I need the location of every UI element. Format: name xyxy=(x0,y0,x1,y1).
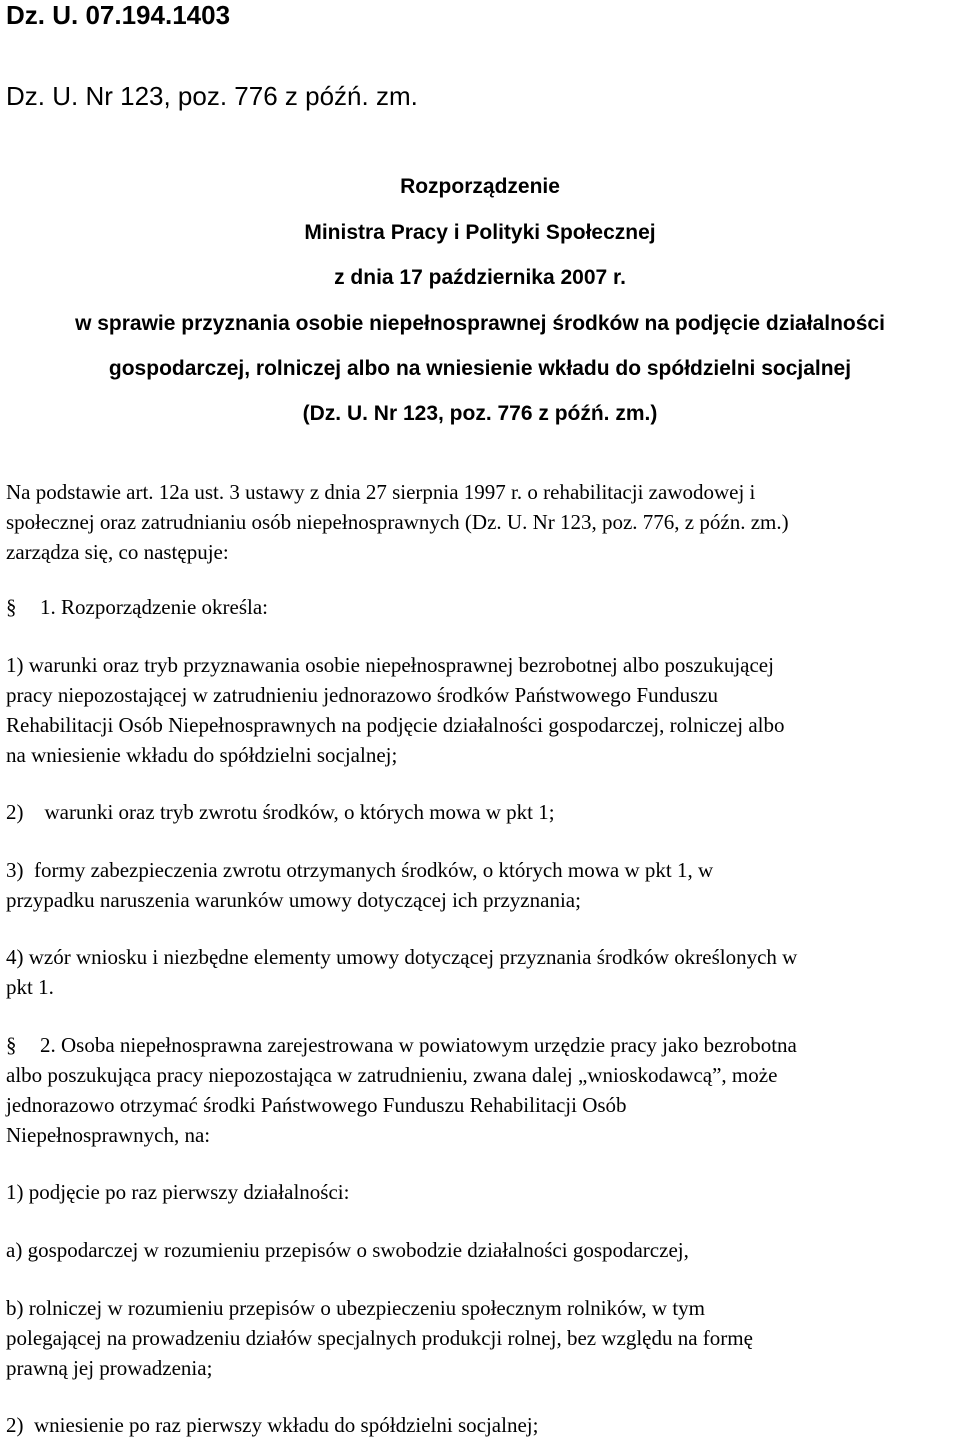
preamble xyxy=(6,477,956,567)
section-2-item-2 xyxy=(6,1410,956,1440)
section-1-item-1 xyxy=(6,650,956,770)
paragraph-line: 2) warunki oraz tryb zwrotu środków, o których mowa w pkt 1; xyxy=(6,800,555,824)
paragraph-line: 3) formy zabezpieczenia zwrotu otrzymanych środków, o których mowa w pkt 1, w xyxy=(6,858,714,882)
section-sign: § xyxy=(6,595,17,619)
preamble-line: Na podstawie art. 12a ust. 3 ustawy z dnia 27 sierpnia 1997 r. o rehabilitacji zawodowej i xyxy=(6,480,756,504)
section-2-intro xyxy=(6,1030,956,1150)
section-sign: § xyxy=(6,1033,17,1057)
paragraph-line: 1) warunki oraz tryb przyznawania osobie niepełnosprawnej bezrobotnej albo poszukującej xyxy=(6,653,774,677)
paragraph-line: pracy niepozostającej w zatrudnieniu jednorazowo środków Państwowego Funduszu xyxy=(6,683,719,707)
paragraph-line: prawną jej prowadzenia; xyxy=(6,1356,213,1380)
paragraph-line: b) rolniczej w rozumieniu przepisów o ubezpieczeniu społecznym rolników, w tym xyxy=(6,1296,706,1320)
regulation-subject-line-2: gospodarczej, rolniczej albo na wniesienie wkładu do spółdzielni socjalnej xyxy=(108,357,852,380)
paragraph-line: 4) wzór wniosku i niezbędne elementy umowy dotyczącej przyznania środków określonych w xyxy=(6,945,798,969)
preamble-line: zarządza się, co następuje: xyxy=(6,540,229,564)
regulation-date: z dnia 17 października 2007 r. xyxy=(334,266,626,289)
paragraph-line: przypadku naruszenia warunków umowy dotyczącej ich przyznania; xyxy=(6,888,581,912)
paragraph-line: na wniesienie wkładu do spółdzielni socjalnej; xyxy=(6,743,398,767)
section-1-item-4 xyxy=(6,942,956,1002)
paragraph-line: polegającej na prowadzeniu działów specjalnych produkcji rolnej, bez względu na formę xyxy=(6,1326,753,1350)
journal-reference: Dz. U. Nr 123, poz. 776 z późń. zm. xyxy=(6,81,418,111)
regulation-title: Rozporządzenie xyxy=(400,175,560,198)
preamble-line: społecznej oraz zatrudnianiu osób niepełnosprawnych (Dz. U. Nr 123, poz. 776, z późn. zm.) xyxy=(6,510,789,534)
paragraph-line: 2) wniesienie po raz pierwszy wkładu do spółdzielni socjalnej; xyxy=(6,1413,539,1437)
paragraph-line: albo poszukująca pracy niepozostająca w zatrudnieniu, zwana dalej „wnioskodawcą”, może xyxy=(6,1063,778,1087)
paragraph-line: Rehabilitacji Osób Niepełnosprawnych na podjęcie działalności gospodarczej, rolniczej albo xyxy=(6,713,785,737)
section-2-item-1 xyxy=(6,1177,956,1207)
section-1-item-2 xyxy=(6,797,956,827)
paragraph-line: 1) podjęcie po raz pierwszy działalności: xyxy=(6,1180,350,1204)
issuing-ministry: Ministra Pracy i Polityki Społecznej xyxy=(304,221,656,244)
section-1-item-3 xyxy=(6,855,956,915)
paragraph-line: a) gospodarczej w rozumieniu przepisów o swobodzie działalności gospodarczej, xyxy=(6,1238,689,1262)
journal-reference-bold: Dz. U. 07.194.1403 xyxy=(6,0,231,30)
section-2-item-b xyxy=(6,1293,956,1383)
section-1-title: 1. Rozporządzenie określa: xyxy=(40,595,268,619)
section-1-heading xyxy=(6,592,956,622)
paragraph-line: jednorazowo otrzymać środki Państwowego Funduszu Rehabilitacji Osób xyxy=(6,1093,627,1117)
section-2-item-a xyxy=(6,1235,956,1265)
regulation-subject-line-1: w sprawie przyznania osobie niepełnosprawnej środków na podjęcie działalności xyxy=(75,312,885,335)
paragraph-line: Niepełnosprawnych, na: xyxy=(6,1123,211,1147)
regulation-journal-ref: (Dz. U. Nr 123, poz. 776 z późń. zm.) xyxy=(302,402,658,425)
paragraph-line: pkt 1. xyxy=(6,975,54,999)
paragraph-line: 2. Osoba niepełnosprawna zarejestrowana w powiatowym urzędzie pracy jako bezrobotna xyxy=(40,1033,797,1057)
